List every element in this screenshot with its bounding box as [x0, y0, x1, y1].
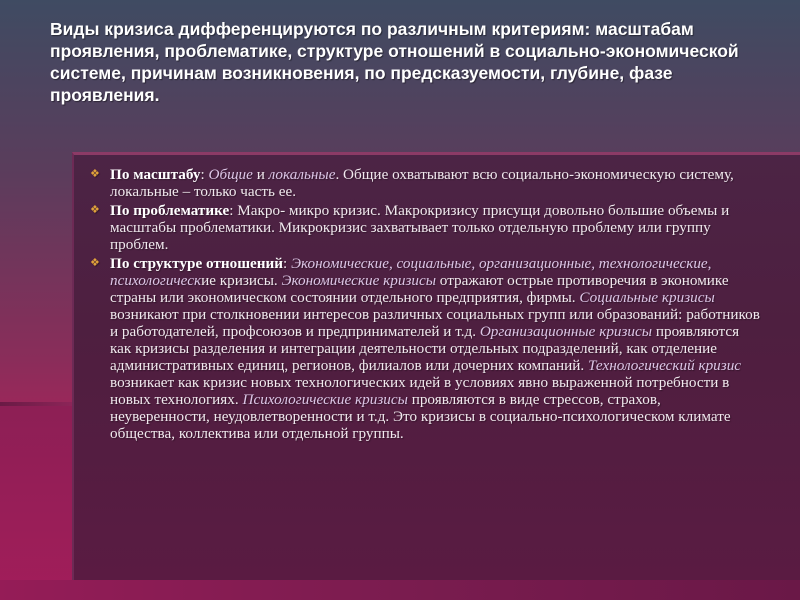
segment: :	[283, 255, 292, 272]
bullet-list	[90, 166, 760, 444]
segment: проявляются как кризисы разделения и интеграции деятельности отдельных подразделений, как отделение административных единиц, регионов, филиалов или дочерних компаний.	[110, 323, 740, 374]
segment: По структуре отношений	[110, 255, 284, 272]
bullet-item-scale	[90, 166, 760, 200]
segment: Организационные кризисы	[479, 323, 653, 340]
decorative-slab-left	[0, 406, 72, 600]
segment: ие кризисы.	[201, 272, 282, 289]
segment: проявляются в виде стрессов, страхов, неуверенности, неудовлетворенности и т.д. Это кризисы в социально-психологическом климате общества, коллектива или отдельной группы.	[110, 391, 731, 442]
bullet-item-problems	[90, 202, 760, 253]
segment: . Общие охватывают всю социально-экономическую систему, локальные – только часть ее.	[110, 166, 734, 200]
slide-title: Виды кризиса дифференцируются по различным критериям: масштабам проявления, проблематике, структуре отношений в социально-экономической системе, причинам возникновения, по предсказуемости, глубине, фазе проявления.	[50, 19, 739, 105]
segment: Экономические кризисы	[281, 272, 436, 289]
segment: Технологический кризис	[588, 357, 742, 374]
decorative-slab-bottom	[0, 580, 800, 600]
diamond-bullet-icon: ❖	[90, 168, 100, 180]
segment: : Макро- микро кризис. Макрокризису присущи довольно большие объемы и масштабы проблематики. Микрокризис захватывает только отдельную проблему или группу проблем.	[110, 202, 730, 253]
segment: Социальные кризисы	[579, 289, 715, 306]
segment: возникает как кризис новых технологических идей в условиях явно выраженной потребности в новых технологиях.	[110, 374, 730, 408]
diamond-bullet-icon: ❖	[90, 204, 100, 216]
segment: Экономические, социальные, организационные, технологические, психологическ	[110, 255, 712, 289]
segment: :	[200, 166, 209, 183]
segment: По масштабу	[110, 166, 201, 183]
segment: По проблематике	[110, 202, 230, 219]
segment: и	[252, 166, 269, 183]
bullet-item-structure	[90, 255, 760, 442]
segment: локальные	[268, 166, 336, 183]
diamond-bullet-icon: ❖	[90, 257, 100, 269]
segment: Общие	[208, 166, 253, 183]
segment: Психологические кризисы	[242, 391, 408, 408]
segment: отражают острые противоречия в экономике страны или экономическом состоянии отдельного предприятия, фирмы.	[110, 272, 729, 306]
segment: возникают при столкновении интересов различных социальных групп или образований: работников и работодателей, профсоюзов и предпринимателей и т.д.	[110, 306, 760, 340]
